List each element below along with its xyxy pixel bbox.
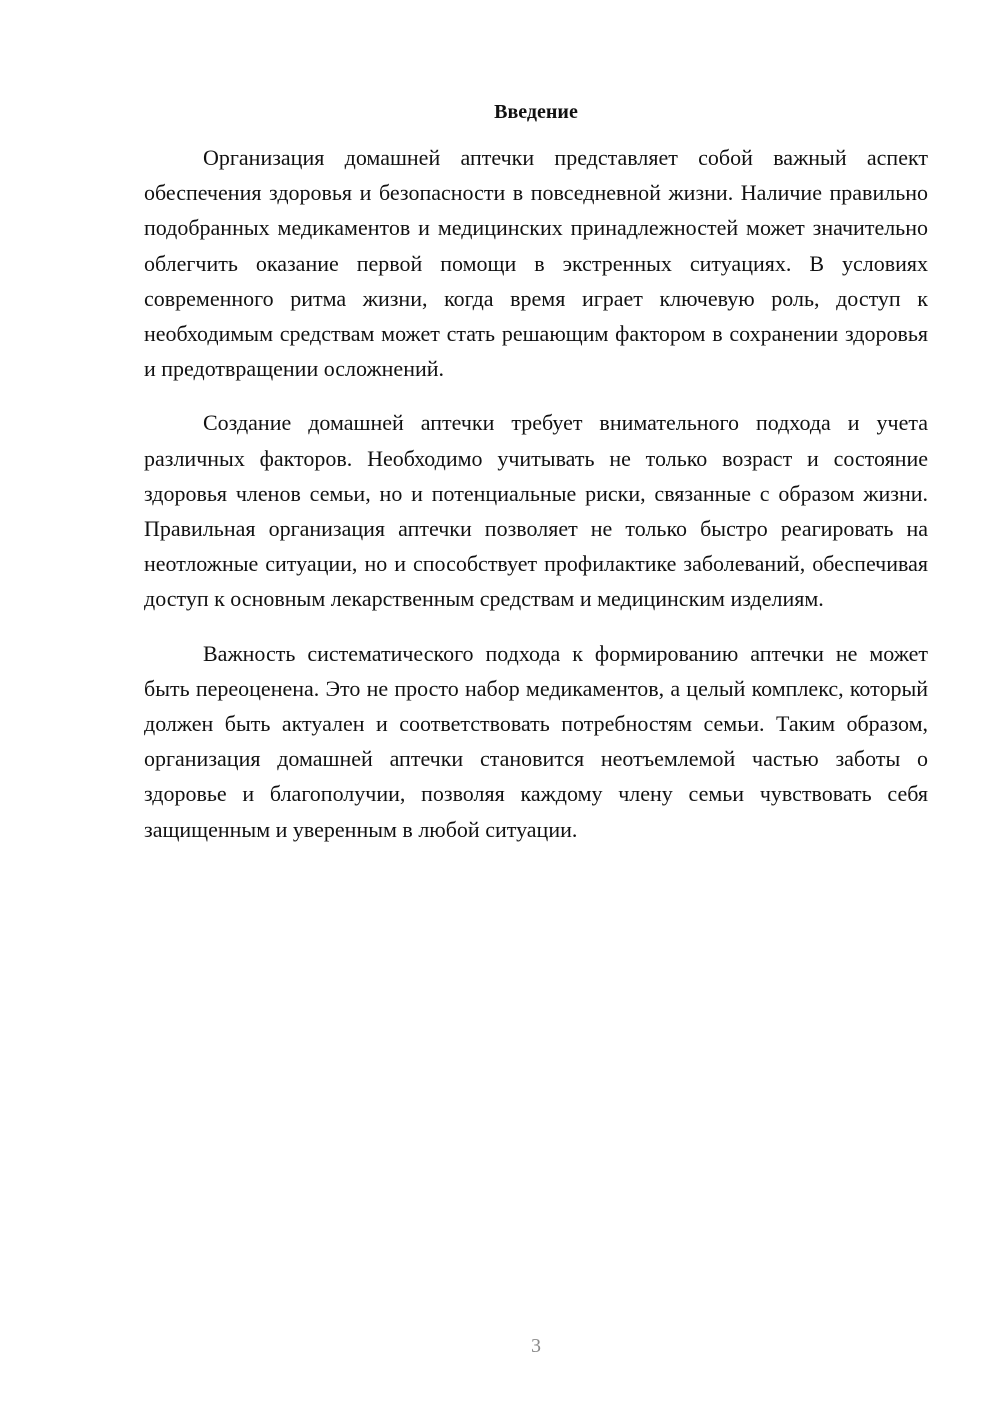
page-number: 3	[531, 1335, 541, 1357]
paragraph-3: Важность систематического подхода к формированию аптечки не может быть переоценена. Это не просто набор медикаментов, а целый комплекс, который должен быть актуален и соответствовать потребностям семьи. Таким образом, организация домашней аптечки становится неотъемлемой частью заботы о здоровье и благополучии, позволяя каждому члену семьи чувствовать себя защищенным и уверенным в любой ситуации.	[144, 640, 928, 842]
section-heading: Введение	[494, 101, 578, 123]
paragraph-1: Организация домашней аптечки представляет собой важный аспект обеспечения здоровья и безопасности в повседневной жизни. Наличие правильно подобранных медикаментов и медицинских принадлежностей может значительно облегчить оказание первой помощи в экстренных ситуациях. В условиях современного ритма жизни, когда время играет ключевую роль, доступ к необходимым средствам может стать решающим фактором в сохранении здоровья и предотвращении осложнений.	[144, 145, 928, 382]
page-content	[144, 96, 928, 847]
paragraph-2: Создание домашней аптечки требует внимательного подхода и учета различных факторов. Необходимо учитывать не только возраст и состояние здоровья членов семьи, но и потенциальные риски, связанные с образом жизни. Правильная организация аптечки позволяет не только быстро реагировать на неотложные ситуации, но и способствует профилактике заболеваний, обеспечивая доступ к основным лекарственным средствам и медицинским изделиям.	[144, 410, 928, 612]
